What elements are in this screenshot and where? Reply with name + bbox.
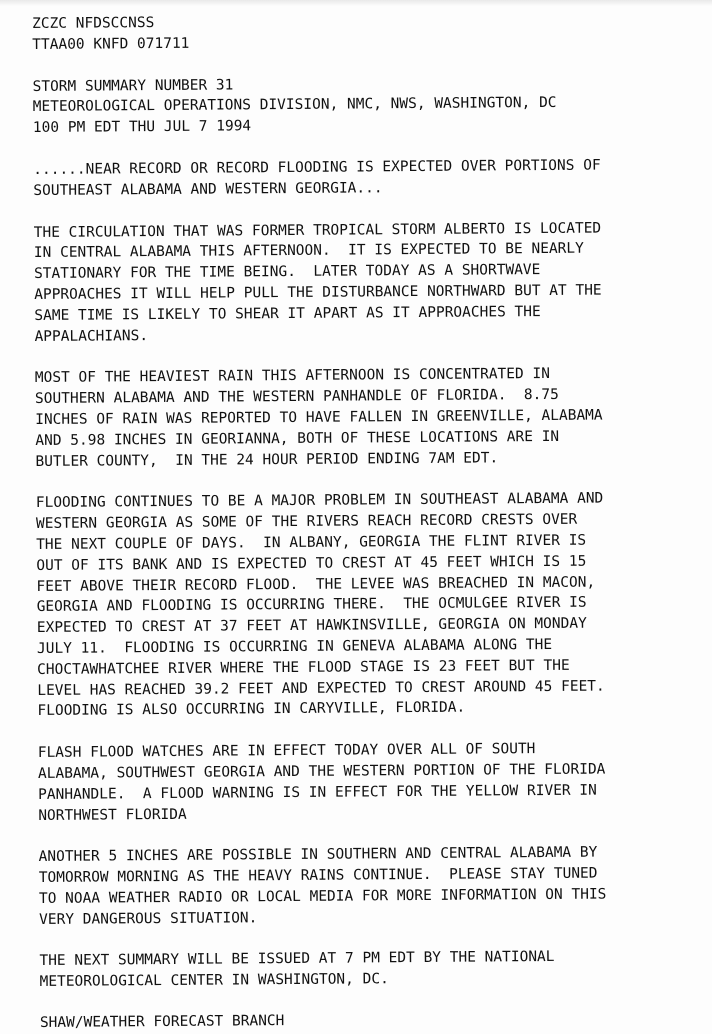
header-line: TTAA00 KNFD 071711 [32, 35, 190, 53]
paragraph-line: AND 5.98 INCHES IN GEORIANNA, BOTH OF THESE LOCATIONS ARE IN [35, 428, 560, 449]
title-line: 100 PM EDT THU JUL 7 1994 [32, 118, 252, 137]
paragraph-line: VERY DANGEROUS SITUATION. [39, 909, 258, 928]
paragraph-line: CHOCTAWHATCHEE RIVER WHERE THE FLOOD STAGE IS 23 FEET BUT THE [37, 657, 570, 678]
paragraph-line: INCHES OF RAIN WAS REPORTED TO HAVE FALLEN IN GREENVILLE, ALABAMA [35, 407, 603, 428]
paragraph-line: THE NEXT SUMMARY WILL BE ISSUED AT 7 PM EDT BY THE NATIONAL [39, 949, 555, 970]
paragraph-line: ALABAMA, SOUTHWEST GEORGIA AND THE WESTERN PORTION OF THE FLORIDA [37, 761, 606, 782]
paragraph-line: NORTHWEST FLORIDA [38, 806, 187, 824]
transmission-header [32, 9, 702, 56]
paragraph-line: BUTLER COUNTY, IN THE 24 HOUR PERIOD ENDING 7AM EDT. [35, 449, 499, 470]
paragraph-next-summary [39, 946, 709, 993]
paragraph-line: THE CIRCULATION THAT WAS FORMER TROPICAL STORM ALBERTO IS LOCATED [33, 220, 602, 241]
headline [33, 155, 703, 202]
paragraph-circulation [34, 217, 705, 347]
paragraph-line: FLASH FLOOD WATCHES ARE IN EFFECT TODAY OVER ALL OF SOUTH [37, 741, 536, 762]
paragraph-line: FLOODING CONTINUES TO BE A MAJOR PROBLEM IN SOUTHEAST ALABAMA AND [35, 490, 604, 512]
headline-line: SOUTHEAST ALABAMA AND WESTERN GEORGIA... [33, 180, 383, 199]
headline-line: ......NEAR RECORD OR RECORD FLOODING IS EXPECTED OVER PORTIONS OF [33, 157, 601, 178]
paragraph-line: WESTERN GEORGIA AS SOME OF THE RIVERS REACH RECORD CRESTS OVER [35, 511, 578, 533]
paragraph-line: FLOODING IS ALSO OCCURRING IN CARYVILLE, FLORIDA. [37, 699, 466, 720]
paragraph-line: MOST OF THE HEAVIEST RAIN THIS AFTERNOON IS CONCENTRATED IN [34, 366, 550, 387]
paragraph-flooding [36, 488, 708, 722]
title-block [32, 71, 702, 139]
paragraph-line: SAME TIME IS LIKELY TO SHEAR IT APART AS IT APPROACHES THE [34, 303, 541, 324]
scan-edge-shadow [0, 0, 712, 6]
paragraph-line: TO NOAA WEATHER RADIO OR LOCAL MEDIA FOR MORE INFORMATION ON THIS [38, 886, 607, 907]
paragraph-line: STATIONARY FOR THE TIME BEING. LATER TODAY AS A SHORTWAVE [33, 262, 541, 283]
paragraph-line: EXPECTED TO CREST AT 37 FEET AT HAWKINSVILLE, GEORGIA ON MONDAY [36, 615, 587, 637]
paragraph-line: TOMORROW MORNING AS THE HEAVY RAINS CONTINUE. PLEASE STAY TUNED [38, 865, 598, 887]
paragraph-heaviest-rain [35, 363, 706, 472]
paragraph-line: PANHANDLE. A FLOOD WARNING IS IN EFFECT FOR THE YELLOW RIVER IN [38, 782, 597, 803]
paragraph-line: GEORGIA AND FLOODING IS OCCURRING THERE. THE OCMULGEE RIVER IS [36, 594, 587, 616]
paragraph-line: APPROACHES IT WILL HELP PULL THE DISTURBANCE NORTHWARD BUT AT THE [34, 282, 602, 303]
storm-summary-text [32, 9, 710, 1034]
paragraph-additional-rain [39, 842, 710, 930]
paragraph-line: JULY 11. FLOODING IS OCCURRING IN GENEVA ALABAMA ALONG THE [36, 636, 553, 657]
signature-line: SHAW/WEATHER FORECAST BRANCH [39, 1013, 285, 1032]
paragraph-line: LEVEL HAS REACHED 39.2 FEET AND EXPECTED TO CREST AROUND 45 FEET. [37, 678, 605, 699]
title-line: STORM SUMMARY NUMBER 31 [32, 77, 234, 95]
paragraph-line: FEET ABOVE THEIR RECORD FLOOD. THE LEVEE WAS BREACHED IN MACON, [36, 574, 596, 595]
signature [40, 1008, 710, 1034]
paragraph-flash-flood-watches [38, 738, 709, 826]
paragraph-line: ANOTHER 5 INCHES ARE POSSIBLE IN SOUTHERN AND CENTRAL ALABAMA BY [38, 844, 598, 866]
paragraph-line: THE NEXT COUPLE OF DAYS. IN ALBANY, GEORGIA THE FLINT RIVER IS [36, 532, 587, 553]
paragraph-line: IN CENTRAL ALABAMA THIS AFTERNOON. IT IS EXPECTED TO BE NEARLY [33, 241, 584, 262]
title-line: METEOROLOGICAL OPERATIONS DIVISION, NMC, NWS, WASHINGTON, DC [32, 95, 557, 116]
paragraph-line: METEOROLOGICAL CENTER IN WASHINGTON, DC. [39, 971, 389, 991]
header-line: ZCZC NFDSCCNSS [32, 15, 155, 32]
paragraph-line: APPALACHIANS. [34, 327, 149, 345]
paragraph-line: SOUTHERN ALABAMA AND THE WESTERN PANHANDLE OF FLORIDA. 8.75 [34, 387, 559, 408]
paragraph-line: OUT OF ITS BANK AND IS EXPECTED TO CREST AT 45 FEET WHICH IS 15 [36, 553, 587, 574]
